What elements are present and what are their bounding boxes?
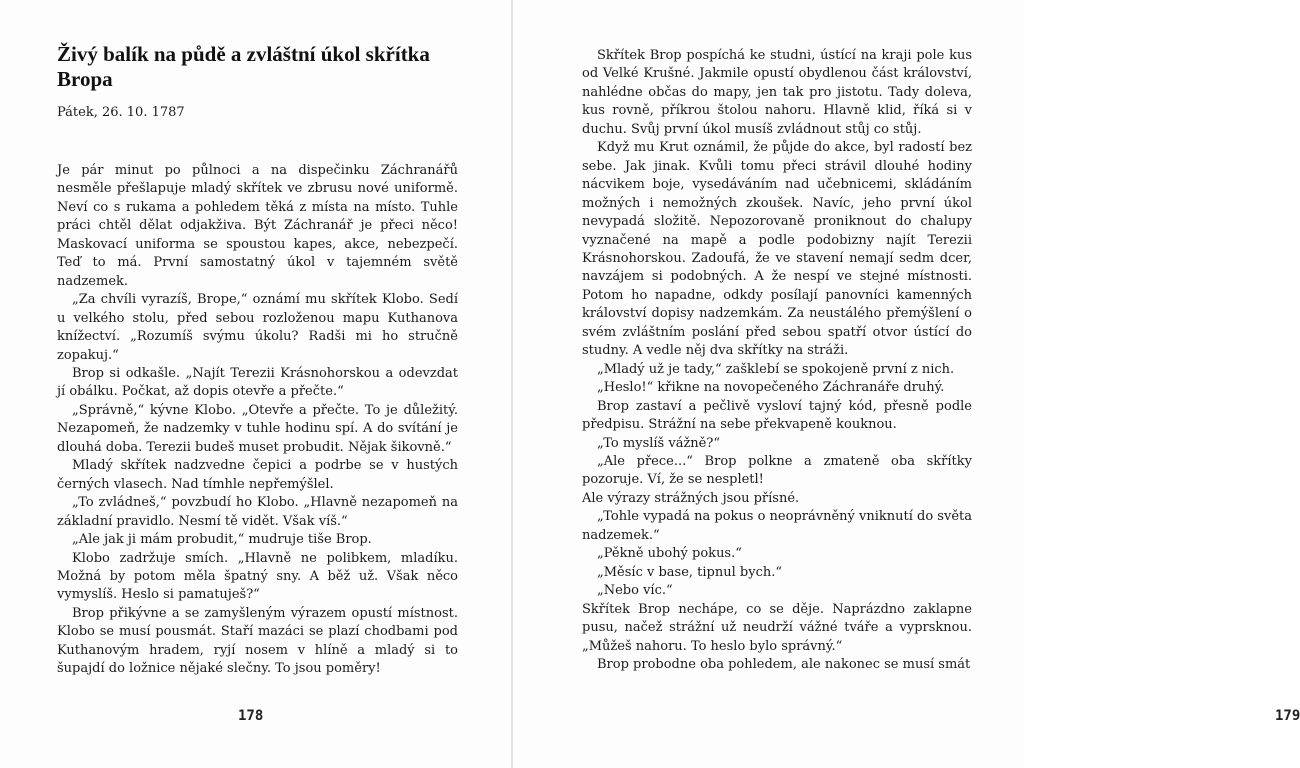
left-page-body — [57, 162, 458, 679]
paragraph: „To zvládneš,“ povzbudí ho Klobo. „Hlavně nezapomeň na základní pravidlo. Nesmí tě vidět. Však víš.“ — [57, 495, 458, 529]
paragraph: Brop si odkašle. „Najít Terezii Krásnohorskou a odevzdat jí obálku. Počkat, až dopis otevře a přečte.“ — [57, 365, 458, 400]
left-page — [0, 0, 511, 768]
paragraph: „Tohle vypadá na pokus o neoprávněný vniknutí do světa nadzemek.“ — [582, 509, 972, 543]
paragraph: „Za chvíli vyrazíš, Brope,“ oznámí mu skřítek Klobo. Sedí u velkého stolu, před sebou rozloženou mapu Kuthanova knížectví. „Rozumíš svýmu úkolu? Radši mi ho stručně zopakuj.“ — [57, 292, 458, 363]
paragraph: Skřítek Brop pospíchá ke studni, ústící na kraji pole kus od Velké Krušné. Jakmile opustí obydlenou část království, nahlédne občas do mapy, jen tak pro jistotu. Tady doleva, kus rovně, příkrou štolou nahoru. Hlavně klid, říká si v duchu. Svůj první úkol musíš zvládnout stůj co stůj. — [582, 48, 972, 137]
paragraph: Brop zastaví a pečlivě vysloví tajný kód, přesně podle předpisu. Strážní na sebe překvapeně kouknou. — [582, 398, 972, 433]
chapter-title: Živý balík na půdě a zvláštní úkol skřítka Bropa — [57, 42, 430, 91]
paragraph: Skřítek Brop nechápe, co se děje. Naprázdno zaklapne pusu, načež strážní už neudrží vážné tváře a vyprsknou. „Můžeš nahoru. To heslo bylo správný.“ — [582, 601, 972, 654]
paragraph: Mladý skřítek nadzvedne čepici a podrbe se v hustých černých vlasech. Nad tímhle nepřemýšlel. — [57, 458, 458, 492]
paragraph: Klobo zadržuje smích. „Hlavně ne polibkem, mladíku. Možná by potom měla špatný sny. A běž už. Však něco vymyslíš. Heslo si pamatuješ?“ — [57, 550, 458, 603]
paragraph: „To myslíš vážně?“ — [597, 435, 720, 451]
paragraph: „Heslo!“ křikne na novopečeného Záchranáře druhý. — [597, 380, 945, 396]
paragraph: „Měsíc v base, tipnul bych.“ — [597, 564, 782, 580]
paragraph: Brop probodne oba pohledem, ale nakonec se musí smát — [597, 656, 971, 672]
paragraph: Ale výrazy strážných jsou přísné. — [582, 490, 800, 506]
paragraph: „Ale přece...“ Brop polkne a zmateně oba skřítky pozoruje. Ví, že se nespletl! — [582, 453, 972, 488]
paragraph: „Ale jak ji mám probudit,“ mudruje tiše Brop. — [72, 532, 372, 548]
paragraph: Brop přikývne a se zamyšleným výrazem opustí místnost. Klobo se musí pousmát. Staří mazáci se plazí chodbami pod Kuthanovým hradem, ryjí nosem v hlíně a mladý si to šupajdí do ložnice nějaké slečny. To jsou poměry! — [57, 605, 458, 677]
chapter-date: Pátek, 26. 10. 1787 — [57, 105, 185, 120]
paragraph: Když mu Krut oznámil, že půjde do akce, byl radostí bez sebe. Jak jinak. Kvůli tomu přeci strávil dlouhé hodiny nácvikem boje, vysedáváním nad učebnicemi, skládáním možných i nemožných zkoušek. Navíc, jeho první úkol nevypadá složitě. Nepozorovaně proniknout do chalupy vyznačené na mapě a podle podobizny najít Terezii Krásnohorskou. Zadoufá, že ve stavení nemají sedm dcer, navzájem si podobných. A že nespí ve stejné místnosti. Potom ho napadne, odkdy posílají panovníci kamenných království dopisy nadzemkám. Za neustálého přemýšlení o svém zvláštním poslání před sebou spatří otvor ústící do studny. A vedle něj dva skřítky na stráži. — [582, 140, 972, 359]
right-page-body — [582, 47, 972, 674]
paragraph: „Správně,“ kývne Klobo. „Otevře a přečte. To je důležitý. Nezapomeň, že nadzemky v tuhle hodinu spí. A do svítání je dlouhá doba. Terezii budeš muset probudit. Nějak šikovně.“ — [57, 402, 458, 455]
page-number-right: 179 — [1275, 708, 1300, 724]
paragraph: „Mladý už je tady,“ zašklebí se spokojeně první z nich. — [597, 361, 955, 377]
paragraph: „Nebo víc.“ — [597, 583, 673, 599]
page-number-left: 178 — [238, 708, 264, 724]
paragraph: Je pár minut po půlnoci a na dispečinku Záchranářů nesměle přešlapuje mladý skřítek ve zbrusu nové uniformě. Neví co s rukama a pohledem těká z místa na místo. Tuhle práci chtěl dělat odjakživa. Být Záchranář je přeci něco! Maskovací uniforma se spoustou kapes, akce, nebezpečí. Teď to má. První samostatný úkol v tajemném světě nadzemek. — [57, 163, 458, 289]
paragraph: „Pěkně ubohý pokus.“ — [597, 546, 742, 562]
